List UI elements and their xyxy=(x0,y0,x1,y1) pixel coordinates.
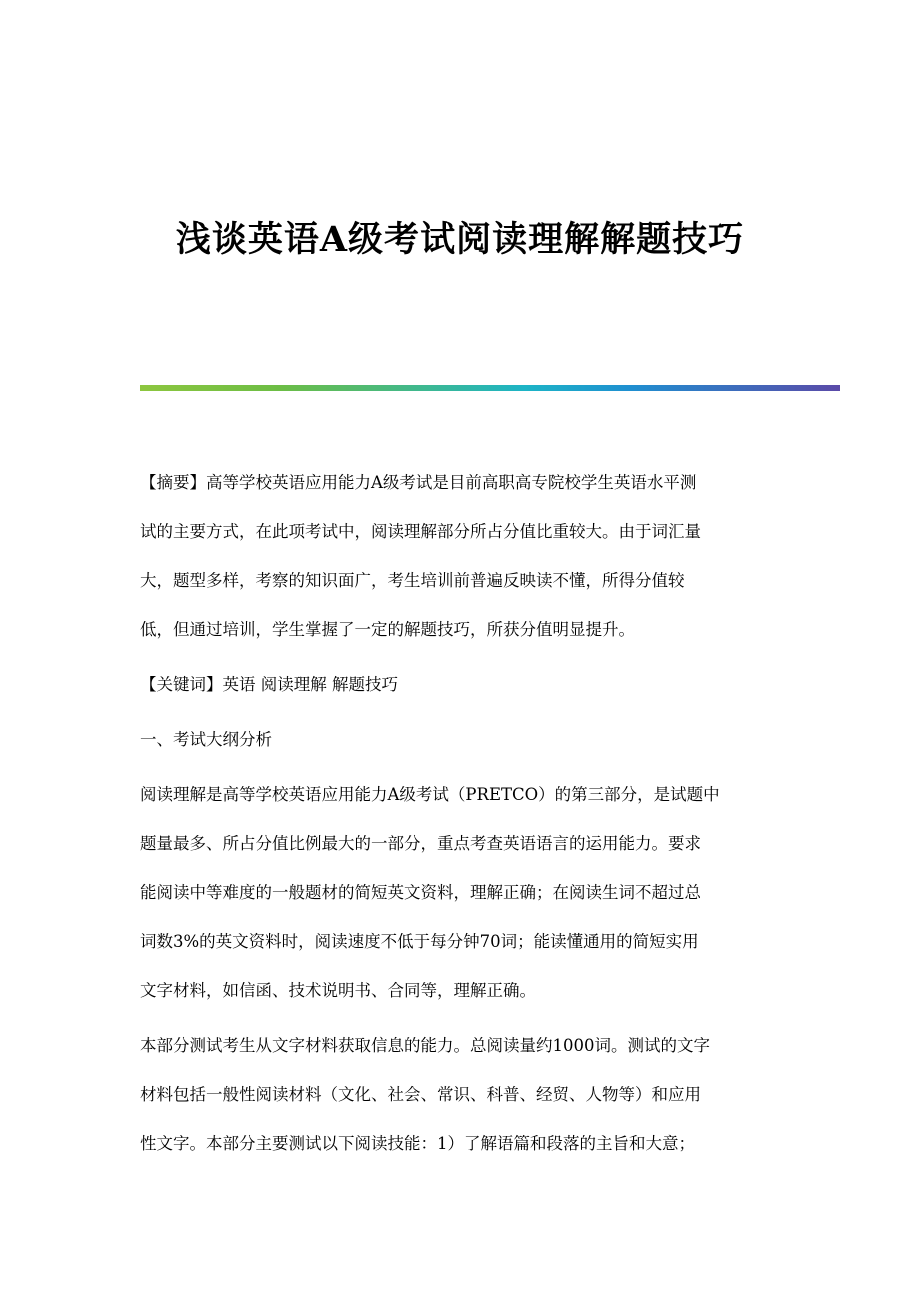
paragraph-1 xyxy=(140,778,780,1023)
abstract xyxy=(140,466,780,662)
abstract-line: 试的主要方式，在此项考试中，阅读理解部分所占分值比重较大。由于词汇量 xyxy=(140,522,701,541)
abstract-line: 低，但通过培训，学生掌握了一定的解题技巧，所获分值明显提升。 xyxy=(140,620,635,639)
paragraph-line: 性文字。本部分主要测试以下阅读技能：1）了解语篇和段落的主旨和大意； xyxy=(140,1134,695,1153)
document-body xyxy=(140,466,780,1176)
paragraph-2 xyxy=(140,1029,780,1176)
section-heading: 一、考试大纲分析 xyxy=(140,730,272,749)
keywords: 【关键词】英语 阅读理解 解题技巧 xyxy=(140,675,398,694)
paragraph-line: 阅读理解是高等学校英语应用能力A级考试（PRETCO）的第三部分，是试题中 xyxy=(140,785,720,804)
paragraph-line: 词数3%的英文资料时，阅读速度不低于每分钟70词；能读懂通用的简短实用 xyxy=(140,932,699,951)
paragraph-line: 材料包括一般性阅读材料（文化、社会、常识、科普、经贸、人物等）和应用 xyxy=(140,1085,701,1104)
paragraph-line: 能阅读中等难度的一般题材的简短英文资料，理解正确；在阅读生词不超过总 xyxy=(140,883,701,902)
paragraph-line: 本部分测试考生从文字材料获取信息的能力。总阅读量约1000词。测试的文字 xyxy=(140,1036,710,1055)
abstract-line: 大，题型多样，考察的知识面广，考生培训前普遍反映读不懂，所得分值较 xyxy=(140,571,685,590)
gradient-divider xyxy=(140,385,840,391)
paragraph-line: 题量最多、所占分值比例最大的一部分，重点考查英语语言的运用能力。要求 xyxy=(140,834,701,853)
abstract-line: 【摘要】高等学校英语应用能力A级考试是目前高职高专院校学生英语水平测 xyxy=(140,473,697,492)
paragraph-line: 文字材料，如信函、技术说明书、合同等，理解正确。 xyxy=(140,981,536,1000)
document-title: 浅谈英语A级考试阅读理解解题技巧 xyxy=(175,219,745,260)
